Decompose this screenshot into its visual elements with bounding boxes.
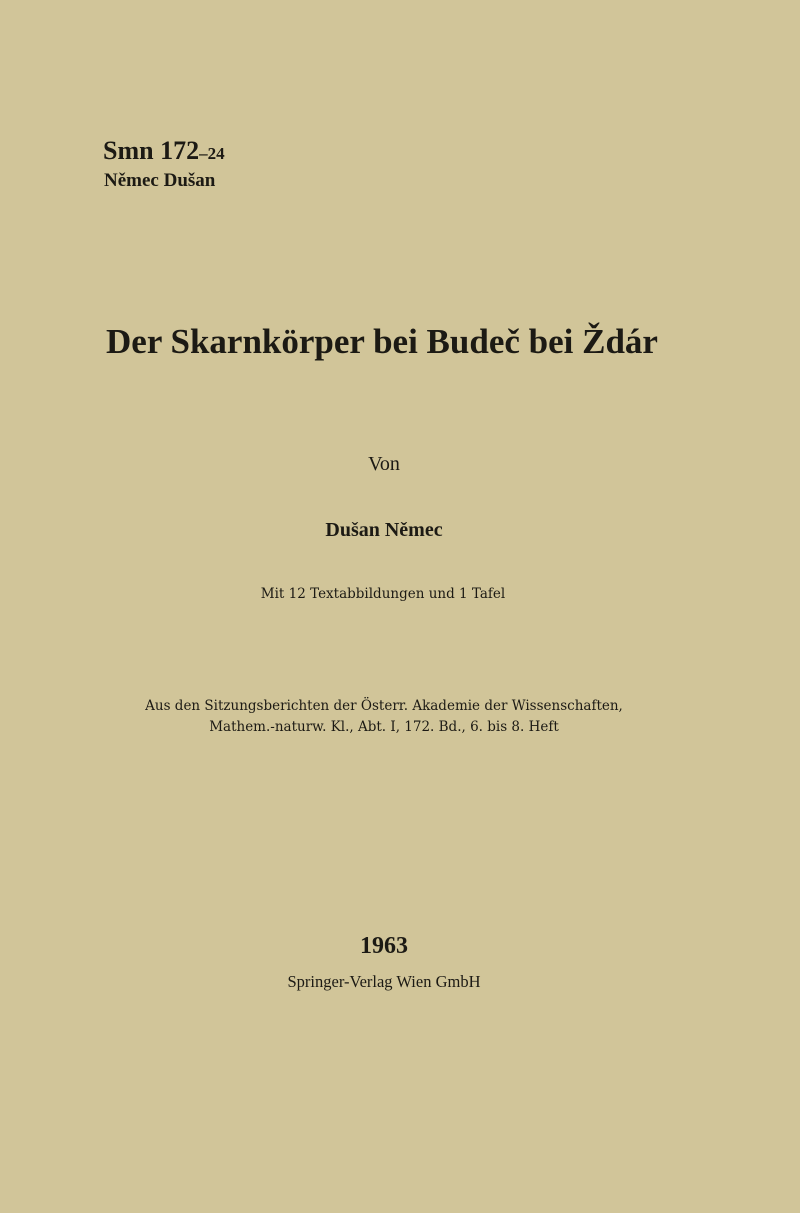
- publication-year: 1963: [360, 933, 408, 959]
- series-author: Němec Dušan: [104, 170, 216, 191]
- book-title: Der Skarnkörper bei Budeč bei Ždár: [106, 322, 658, 361]
- series-code-main: Smn 172: [103, 136, 200, 165]
- publisher: Springer-Verlag Wien GmbH: [287, 972, 481, 991]
- source-line-2: Mathem.-naturw. Kl., Abt. I, 172. Bd., 6. bis 8. Heft: [209, 719, 559, 735]
- source-line-1: Aus den Sitzungsberichten der Österr. Akademie der Wissenschaften,: [145, 698, 623, 714]
- by-label: Von: [368, 453, 400, 475]
- series-code-suffix: –24: [199, 144, 225, 163]
- figures-note: Mit 12 Textabbildungen und 1 Tafel: [260, 586, 506, 602]
- series-code: [103, 137, 225, 168]
- author-name: Dušan Němec: [325, 519, 443, 541]
